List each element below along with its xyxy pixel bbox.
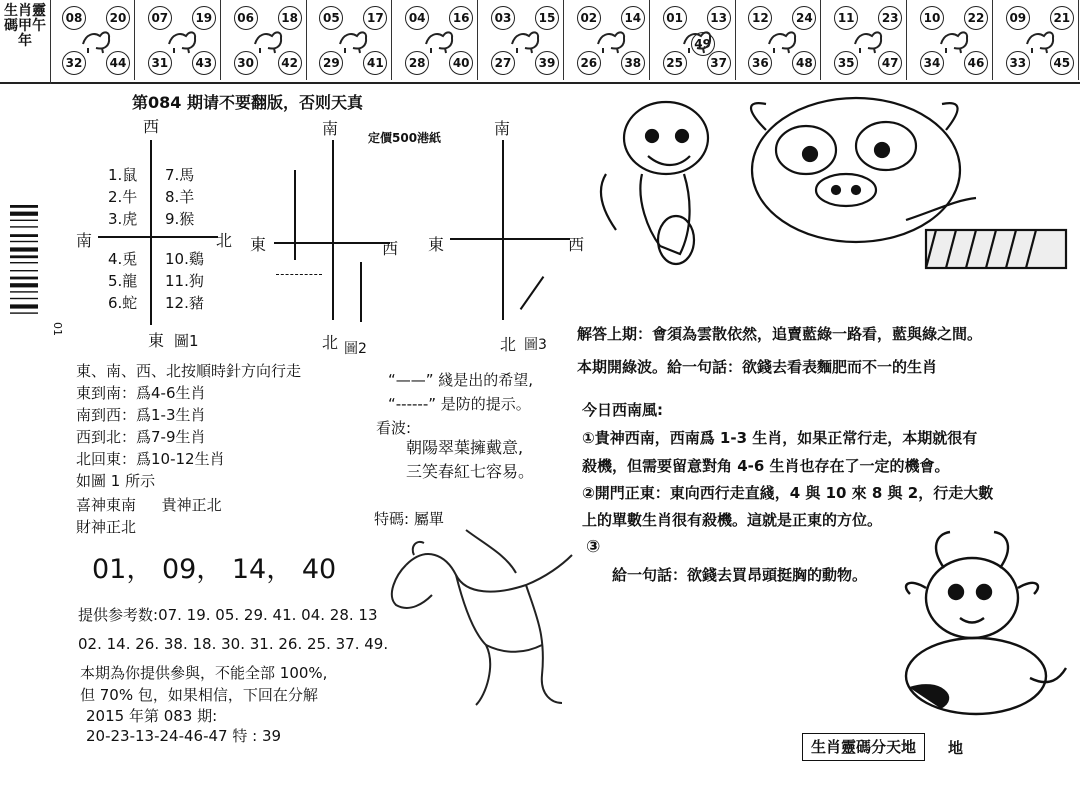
zodiac-number: 46	[964, 51, 988, 75]
rabbit-icon	[337, 26, 369, 54]
zodiac-number: 42	[278, 51, 302, 75]
cow-icon	[880, 528, 1076, 718]
zodiac-list-item: 6.蛇	[108, 294, 138, 312]
zodiac-number: 39	[535, 51, 559, 75]
special-value: 屬單	[413, 510, 444, 528]
zodiac-number: 03	[491, 6, 515, 30]
zodiac-number: 08	[62, 6, 86, 30]
zodiac-number: 45	[1050, 51, 1074, 75]
zodiac-list-item: 9.猴	[165, 210, 195, 228]
d3-bottom: 北	[500, 335, 517, 354]
issue-note: 第084 期请不要翻版，否则天真	[132, 93, 363, 112]
rule-line: 如圖 1 所示	[76, 472, 156, 490]
brand-box: 生肖靈碼分天地	[802, 733, 925, 761]
zodiac-list-item: 10.鷄	[165, 250, 204, 268]
d1-list-left	[108, 164, 137, 314]
zodiac-number: 19	[192, 6, 216, 30]
zodiac-list-item: 5.龍	[108, 272, 138, 290]
diagram-3	[420, 112, 590, 357]
zodiac-number: 21	[1050, 6, 1074, 30]
wave-label: 看波:	[376, 419, 412, 437]
god-gui: 貴神正北	[161, 496, 222, 514]
zodiac-list-item: 3.虎	[108, 210, 138, 228]
answer-last: 解答上期：會須為雲散依然，追賣藍綠一路看，藍與綠之間。	[577, 325, 983, 343]
zodiac-number: 16	[449, 6, 473, 30]
zodiac-number: 28	[405, 51, 429, 75]
strip-vertical-label: 生肖靈碼甲午年	[0, 0, 51, 84]
special-label: 特碼:	[374, 510, 410, 528]
zodiac-cell	[50, 0, 135, 80]
zodiac-number: 33	[1006, 51, 1030, 75]
zodiac-list-item: 12.豬	[165, 294, 204, 312]
zodiac-number: 23	[878, 6, 902, 30]
rule-line: 北回東：爲10-12生肖	[76, 450, 225, 468]
d3-top: 南	[494, 119, 511, 138]
zodiac-number: 05	[319, 6, 343, 30]
d3-left: 東	[428, 235, 445, 254]
zodiac-number: 15	[535, 6, 559, 30]
promo-line4: 20-23-13-24-46-47 特 : 39	[86, 727, 282, 745]
zodiac-cell	[222, 0, 307, 80]
zodiac-cell	[736, 0, 821, 80]
zodiac-number: 30	[234, 51, 258, 75]
zodiac-number: 34	[920, 51, 944, 75]
monkey-icon	[766, 26, 798, 54]
zodiac-number: 36	[748, 51, 772, 75]
horse-icon	[366, 525, 596, 715]
zodiac-number: 43	[192, 51, 216, 75]
rule-line: 東到南：爲4-6生肖	[76, 384, 206, 402]
zodiac-number: 26	[577, 51, 601, 75]
promo-line1: 本期為你提供參與，不能全部 100%,	[80, 664, 328, 682]
zodiac-cell	[136, 0, 221, 80]
d2-top: 南	[322, 119, 339, 138]
zodiac-number: 07	[148, 6, 172, 30]
zodiac-strip	[0, 0, 1080, 84]
zodiac-cell	[822, 0, 907, 80]
wave-line2: 三笑春紅七容易。	[406, 462, 535, 481]
reference-line2: 02. 14. 26. 38. 18. 30. 31. 26. 25. 37. 49.	[78, 635, 389, 653]
promo-line3: 2015 年第 083 期:	[86, 707, 218, 725]
zodiac-number: 47	[878, 51, 902, 75]
zodiac-cell	[479, 0, 564, 80]
zodiac-list-item: 11.狗	[165, 272, 204, 290]
diagram-2	[250, 112, 410, 357]
rule-line: 東、南、西、北按順時針方向行走	[76, 362, 302, 380]
zodiac-list-item: 4.兎	[108, 250, 138, 268]
zodiac-number: 38	[621, 51, 645, 75]
barcode-icon	[10, 205, 46, 345]
zodiac-number: 24	[792, 6, 816, 30]
snake-icon	[509, 26, 541, 54]
reference-line1	[78, 604, 378, 626]
zodiac-cell	[908, 0, 993, 80]
d1-list-right	[165, 164, 204, 314]
zodiac-number: 25	[663, 51, 687, 75]
point2-b: 上的單數生肖很有殺機。這就是正東的方位。	[582, 511, 883, 529]
zodiac-number: 06	[234, 6, 258, 30]
zodiac-cell	[651, 0, 736, 80]
zodiac-list-item: 7.馬	[165, 166, 195, 184]
rule-line: 西到北：爲7-9生肖	[76, 428, 206, 446]
zodiac-number: 13	[707, 6, 731, 30]
zodiac-number: 27	[491, 51, 515, 75]
zodiac-number: 04	[405, 6, 429, 30]
wave-line1: 朝陽翠葉擁戴意,	[406, 438, 524, 457]
green-wave: 本期開綠波。給一句話：欲錢去看表麵肥而不一的生肖	[577, 358, 938, 376]
horse-icon	[595, 26, 627, 54]
wind-title: 今日西南風:	[582, 401, 663, 419]
zodiac-cell	[565, 0, 650, 80]
hint-line: 給一句話：欲錢去買昂頭挺胸的動物。	[612, 566, 868, 584]
reference-numbers-1: 07. 19. 05. 29. 41. 04. 28. 13	[158, 606, 378, 624]
rat-icon	[80, 26, 112, 54]
zodiac-number: 20	[106, 6, 130, 30]
barcode-text: 01	[51, 322, 64, 336]
d1-right: 北	[216, 231, 233, 250]
rooster-icon	[852, 26, 884, 54]
god-xi: 喜神東南	[76, 496, 137, 514]
zodiac-number: 22	[964, 6, 988, 30]
zodiac-number: 17	[363, 6, 387, 30]
dragon-icon	[423, 26, 455, 54]
zodiac-number: 49	[691, 32, 715, 56]
zodiac-list-item: 1.鼠	[108, 166, 138, 184]
zodiac-number: 12	[748, 6, 772, 30]
d1-left: 南	[76, 231, 93, 250]
zodiac-number: 02	[577, 6, 601, 30]
legend-dashed: “------” 是防的提示。	[388, 395, 531, 413]
special-mark: ③	[586, 537, 601, 557]
promo-line2: 但 70% 包，如果相信，下回在分解	[80, 686, 318, 704]
zodiac-cell	[994, 0, 1079, 80]
zodiac-number: 09	[1006, 6, 1030, 30]
reference-label: 提供参考数:	[78, 606, 159, 624]
zodiac-list-item: 8.羊	[165, 188, 195, 206]
point1-a: ①貴神西南，西南爲 1-3 生肖，如果正常行走，本期就很有	[582, 429, 978, 447]
pig-icon	[1024, 26, 1056, 54]
zodiac-number: 29	[319, 51, 343, 75]
main-numbers: 01， 09， 14， 40	[92, 554, 337, 585]
ox-icon	[166, 26, 198, 54]
d2-left: 東	[250, 235, 267, 254]
zodiac-number: 31	[148, 51, 172, 75]
zodiac-number: 41	[363, 51, 387, 75]
d3-caption: 圖3	[524, 337, 547, 353]
zodiac-list-item: 2.牛	[108, 188, 138, 206]
d2-bottom: 北	[322, 333, 339, 352]
zodiac-number: 32	[62, 51, 86, 75]
price-label: 定價500港紙	[368, 131, 442, 145]
zodiac-number: 11	[834, 6, 858, 30]
rule-line: 南到西：爲1-3生肖	[76, 406, 206, 424]
rules-block	[76, 360, 301, 538]
zodiac-number: 48	[792, 51, 816, 75]
god-cai: 財神正北	[76, 518, 137, 536]
zodiac-number: 37	[707, 51, 731, 75]
zodiac-number: 14	[621, 6, 645, 30]
zodiac-number: 18	[278, 6, 302, 30]
zodiac-cell	[307, 0, 392, 80]
zodiac-number: 10	[920, 6, 944, 30]
goat-icon	[681, 26, 713, 54]
diagram-1	[70, 110, 240, 360]
point1-b: 殺機，但需要留意對角 4-6 生肖也存在了一定的機會。	[582, 457, 950, 475]
tiger-icon	[252, 26, 284, 54]
monkey-pig-cartoon-icon	[596, 90, 1080, 270]
zodiac-cell	[393, 0, 478, 80]
dog-icon	[938, 26, 970, 54]
legend-solid: “——” 綫是出的希望,	[388, 371, 534, 389]
zodiac-number: 01	[663, 6, 687, 30]
d1-caption: 圖1	[174, 332, 199, 350]
d3-right: 西	[568, 235, 585, 254]
d2-right: 西	[382, 239, 399, 258]
brand-extra: 地	[948, 739, 964, 757]
d1-top: 西	[143, 117, 160, 136]
d2-caption: 圖2	[344, 341, 367, 357]
zodiac-number: 44	[106, 51, 130, 75]
d1-bottom: 東	[148, 331, 165, 350]
zodiac-number: 35	[834, 51, 858, 75]
point2-a: ②開門正東：東向西行走直綫，4 與 10 來 8 與 2，行走大數	[582, 484, 994, 502]
zodiac-number: 40	[449, 51, 473, 75]
